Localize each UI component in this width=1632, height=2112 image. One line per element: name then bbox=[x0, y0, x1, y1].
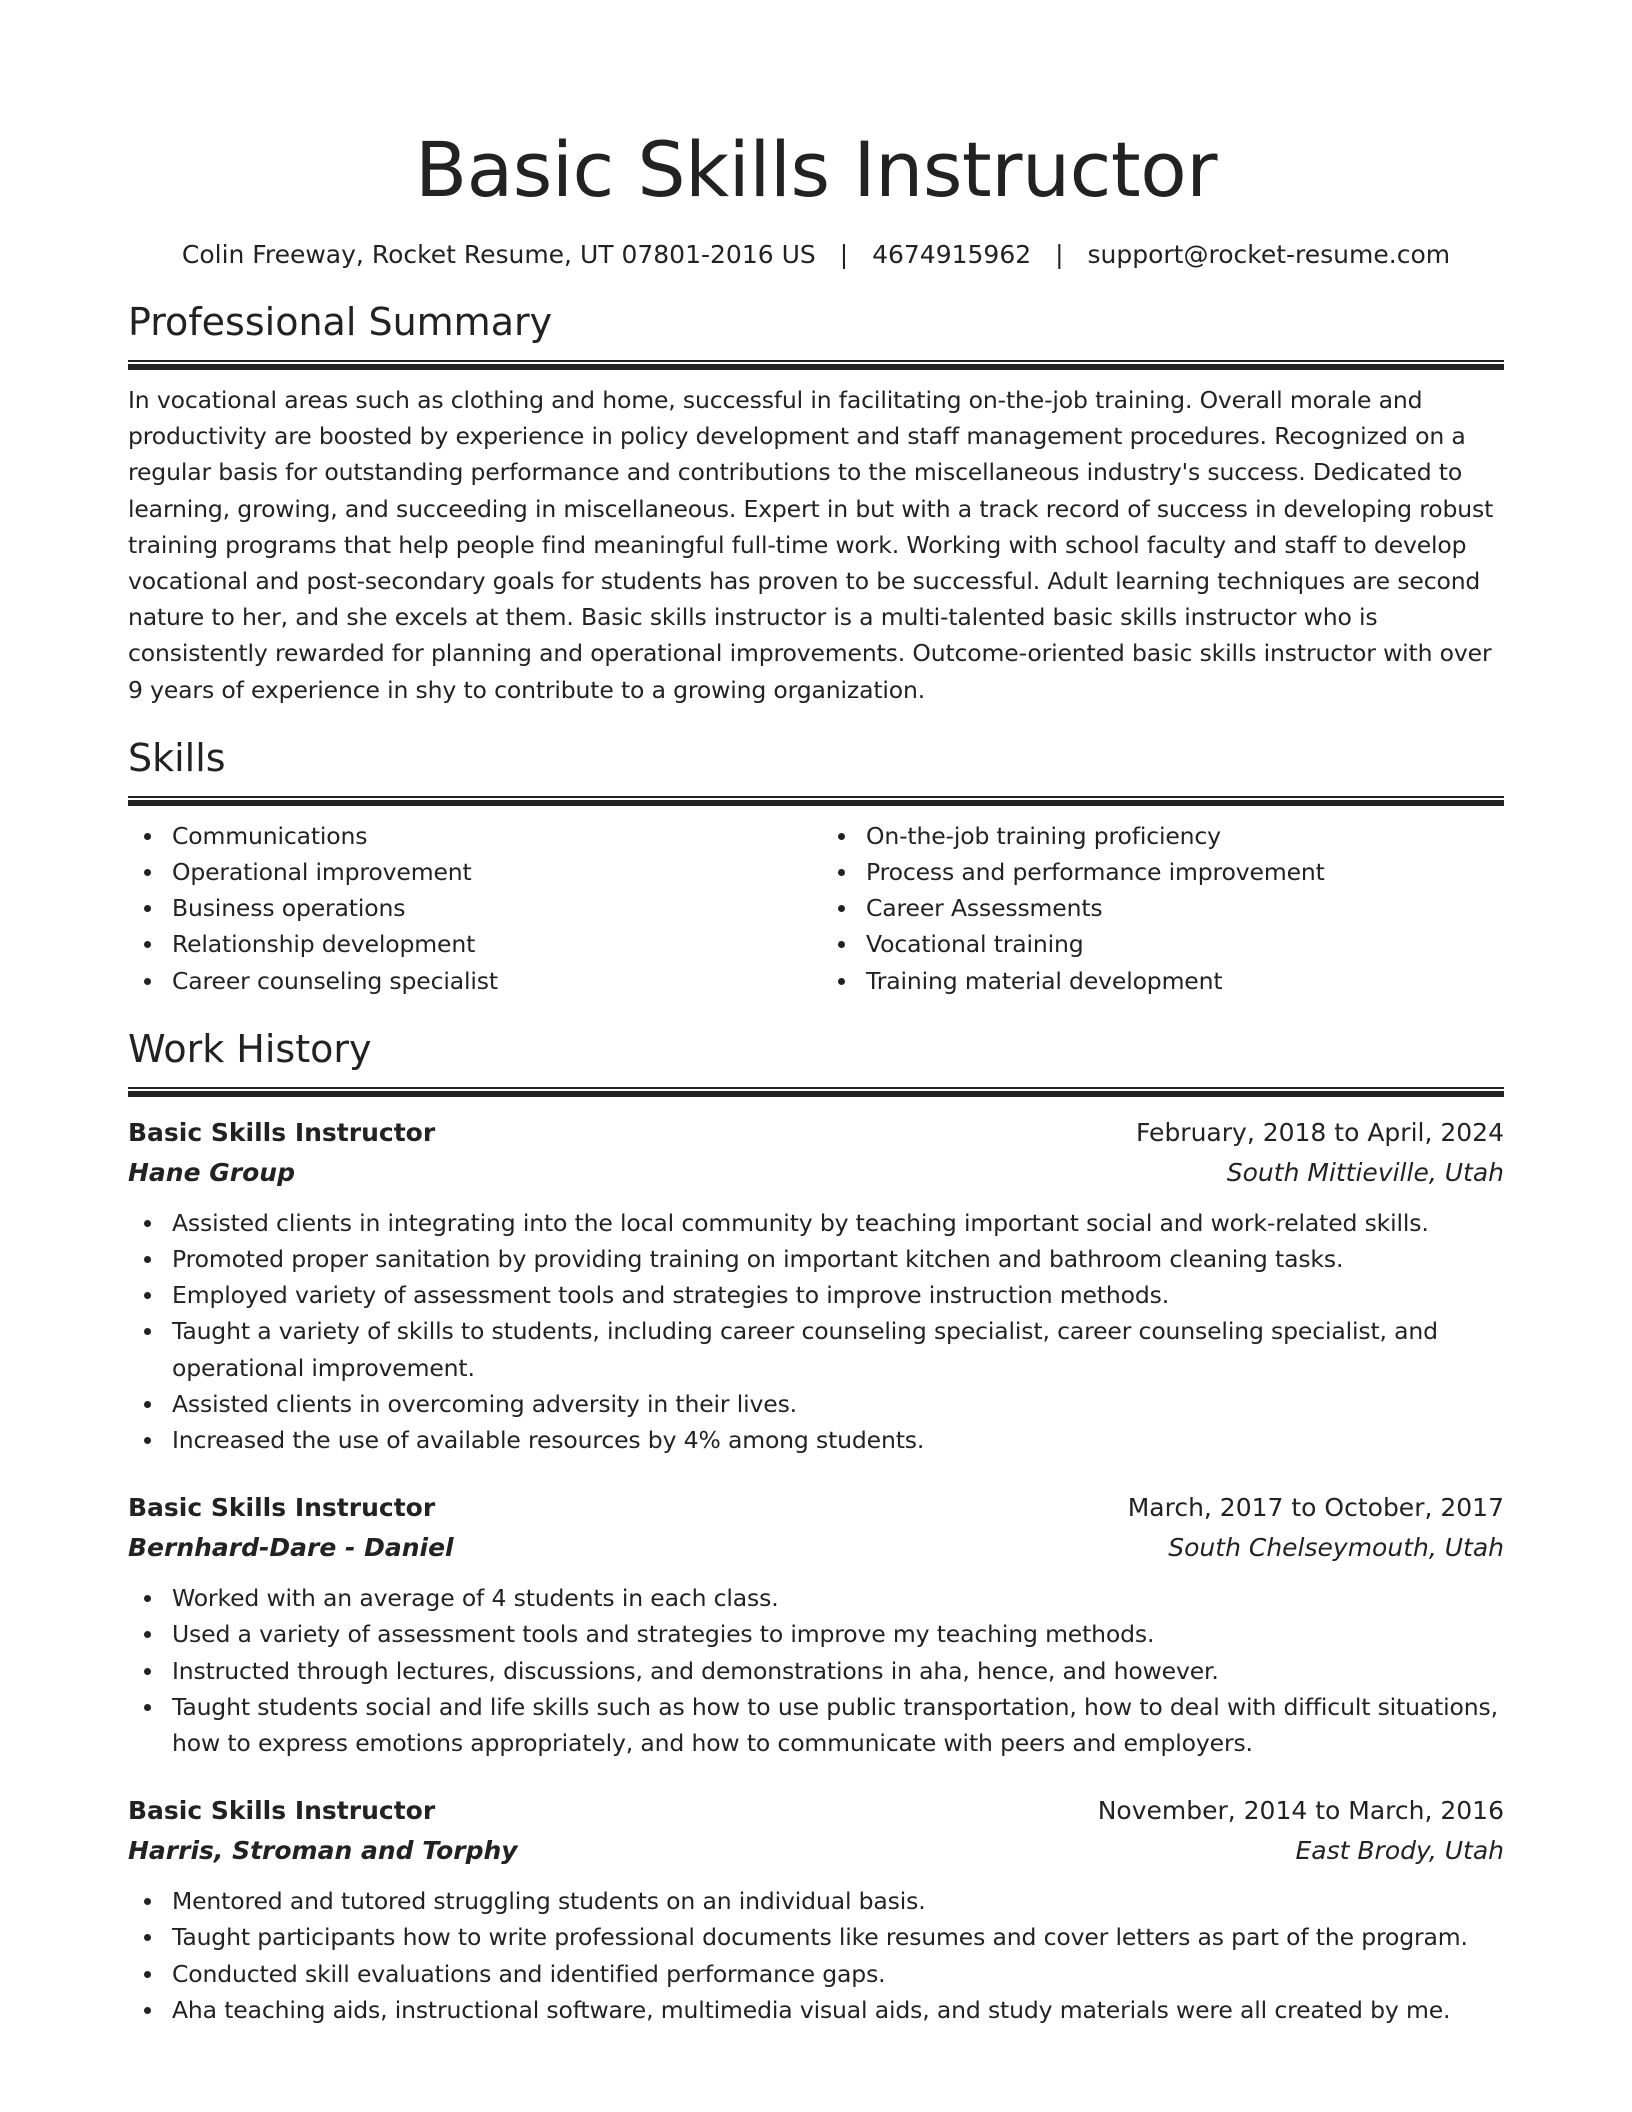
job-company: Bernhard-Dare - Daniel bbox=[128, 1533, 454, 1563]
section-divider bbox=[128, 360, 1504, 370]
skill-item: Communications bbox=[172, 818, 816, 854]
job-bullets bbox=[128, 1883, 1504, 2028]
contact-separator: | bbox=[1055, 240, 1064, 269]
job-bullet: Increased the use of available resources by 4% among students. bbox=[172, 1422, 1504, 1458]
skill-item: Career Assessments bbox=[866, 890, 1504, 926]
job-company: Harris, Stroman and Torphy bbox=[128, 1836, 518, 1866]
job-location: South Chelseymouth, Utah bbox=[1168, 1533, 1504, 1563]
contact-email: support@rocket-resume.com bbox=[1087, 240, 1451, 269]
job-header-row bbox=[128, 1113, 1504, 1153]
resume-title: Basic Skills Instructor bbox=[415, 125, 1217, 214]
job-bullet: Conducted skill evaluations and identified performance gaps. bbox=[172, 1956, 1504, 1992]
section-divider bbox=[128, 1087, 1504, 1097]
job-dates: November, 2014 to March, 2016 bbox=[1097, 1796, 1504, 1826]
job-header-row bbox=[128, 1791, 1504, 1831]
job-bullet: Taught students social and life skills such as how to use public transportation, how to deal with difficult situations, how to express emotions appropriately, and how to communicate with peers and employers. bbox=[172, 1689, 1504, 1761]
skill-item: Operational improvement bbox=[172, 854, 816, 890]
summary-heading: Professional Summary bbox=[128, 300, 553, 344]
contact-phone: 4674915962 bbox=[872, 240, 1032, 269]
skill-item: On-the-job training proficiency bbox=[866, 818, 1504, 854]
job-company-row bbox=[128, 1831, 1504, 1871]
job-company-row bbox=[128, 1153, 1504, 1193]
job-title: Basic Skills Instructor bbox=[128, 1493, 436, 1523]
resume-page bbox=[128, 0, 1504, 2112]
job-title: Basic Skills Instructor bbox=[128, 1117, 436, 1147]
job-company: Hane Group bbox=[128, 1157, 295, 1187]
contact-line bbox=[128, 238, 1504, 272]
job-bullet: Employed variety of assessment tools and strategies to improve instruction methods. bbox=[172, 1277, 1504, 1313]
skill-item: Vocational training bbox=[866, 926, 1504, 962]
job-dates: February, 2018 to April, 2024 bbox=[1136, 1117, 1504, 1147]
work-section bbox=[128, 1025, 1504, 2028]
job-bullet: Assisted clients in integrating into the local community by teaching important social and work-related skills. bbox=[172, 1205, 1504, 1241]
skills-section bbox=[128, 734, 1504, 999]
job-bullets bbox=[128, 1205, 1504, 1458]
skill-item: Process and performance improvement bbox=[866, 854, 1504, 890]
job-title: Basic Skills Instructor bbox=[128, 1796, 436, 1826]
job-location: East Brody, Utah bbox=[1295, 1836, 1504, 1866]
job-bullet: Instructed through lectures, discussions, and demonstrations in aha, hence, and however. bbox=[172, 1653, 1504, 1689]
skill-item: Relationship development bbox=[172, 926, 816, 962]
skill-item: Business operations bbox=[172, 890, 816, 926]
contact-address: Colin Freeway, Rocket Resume, UT 07801-2016 US bbox=[181, 240, 816, 269]
section-divider bbox=[128, 796, 1504, 806]
job-dates: March, 2017 to October, 2017 bbox=[1127, 1493, 1504, 1523]
summary-section bbox=[128, 298, 1504, 708]
job-bullet: Mentored and tutored struggling students on an individual basis. bbox=[172, 1883, 1504, 1919]
job-company-row bbox=[128, 1528, 1504, 1568]
job-bullet: Aha teaching aids, instructional software, multimedia visual aids, and study materials were all created by me. bbox=[172, 1992, 1504, 2028]
contact-separator: | bbox=[839, 240, 849, 269]
job-bullets bbox=[128, 1580, 1504, 1761]
skills-list bbox=[128, 818, 1504, 999]
job-bullet: Used a variety of assessment tools and strategies to improve my teaching methods. bbox=[172, 1616, 1504, 1652]
skill-item: Career counseling specialist bbox=[172, 963, 816, 999]
job-bullet: Taught participants how to write professional documents like resumes and cover letters as part of the program. bbox=[172, 1919, 1504, 1955]
skills-column-right bbox=[816, 818, 1504, 999]
work-heading: Work History bbox=[128, 1026, 372, 1071]
summary-text: In vocational areas such as clothing and home, successful in facilitating on-the-job training. Overall morale and productivity are boosted by experience in policy development and staff management procedures. Recognized on a regular basis for outstanding performance and contributions to the miscellaneous industry's success. Dedicated to learning, growing, and succeeding in miscellaneous. Expert in but with a track record of success in developing robust training programs that help people find meaningful full-time work. Working with school faculty and staff to develop vocational and post-secondary goals for students has proven to be successful. Adult learning techniques are second nature to her, and she excels at them. Basic skills instructor is a multi-talented basic skills instructor who is consistently rewarded for planning and operational improvements. Outcome-oriented basic skills instructor with over 9 years of experience in shy to contribute to a growing organization. bbox=[128, 386, 1494, 704]
job-entry bbox=[128, 1488, 1504, 1761]
skill-item: Training material development bbox=[866, 963, 1504, 999]
job-bullet: Worked with an average of 4 students in each class. bbox=[172, 1580, 1504, 1616]
job-header-row bbox=[128, 1488, 1504, 1528]
skills-column-left bbox=[128, 818, 816, 999]
job-bullet: Assisted clients in overcoming adversity in their lives. bbox=[172, 1386, 1504, 1422]
skills-heading: Skills bbox=[128, 735, 226, 780]
job-location: South Mittieville, Utah bbox=[1226, 1157, 1504, 1187]
job-bullet: Taught a variety of skills to students, including career counseling specialist, career counseling specialist, and operational improvement. bbox=[172, 1313, 1504, 1385]
job-bullet: Promoted proper sanitation by providing training on important kitchen and bathroom cleaning tasks. bbox=[172, 1241, 1504, 1277]
job-entry bbox=[128, 1791, 1504, 2028]
job-entry bbox=[128, 1113, 1504, 1458]
